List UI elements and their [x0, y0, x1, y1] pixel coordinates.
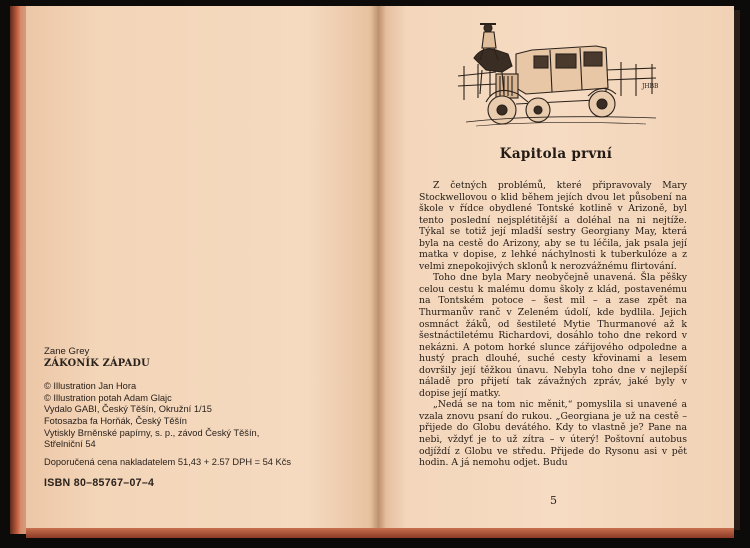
credit-line: © Illustration Jan Hora	[44, 381, 137, 392]
book-right-edge	[734, 10, 740, 530]
credit-line: Střelniční 54	[44, 439, 96, 450]
book-gutter	[370, 6, 386, 530]
illustration-signature: JHBB	[642, 83, 659, 90]
credit-line: Vytiskly Brněnské papírny, s. p., závod Český Těšín,	[44, 427, 260, 438]
chapter-illustration	[456, 14, 666, 132]
credit-line: © Illustration potah Adam Glajc	[44, 392, 172, 403]
book-bottom-edge	[26, 528, 734, 538]
credit-line: Fotosazba fa Horňák, Český Těšín	[44, 415, 187, 426]
chapter-title: Kapitola první	[499, 146, 613, 162]
page-number: 5	[550, 494, 557, 507]
author-name: Zane Grey	[44, 346, 90, 357]
paragraph: „Nedá se na tom nic měnit,“ pomyslila si unavené a vzala znovu psaní do rukou. „Georgiana je už na cestě – přijede do Globu devátého. Kdy to vlastně je? Pane na nebi, vždyť je to už zítra – v úterý! Poštovní autobus odjíždí z Globu ve středu. Přijede do Rysonu asi v pět hodin. A já nemohu odjet. Budu	[419, 399, 687, 469]
price-line: Doporučená cena nakladatelem 51,43 + 2.57 DPH = 54 Kčs	[44, 456, 292, 467]
credit-line: Vydalo GABI, Český Těšín, Okružní 1/15	[44, 404, 212, 415]
isbn: ISBN 80–85767–07–4	[44, 477, 155, 490]
book-title: ZÁKONÍK ZÁPADU	[44, 357, 150, 369]
chapter-body	[419, 180, 687, 469]
paragraph: Toho dne byla Mary neobyčejně unavená. Šla pěšky celou cestu k malému domu školy z klád, postavenému na Tontském potoce – šest mil – a zase zpět na Thurmanův ranč v Zeleném údolí, kde bydlila. Jejich osmnáct žáků, od šestileté Mytie Thurmanové až k šestnáctiletému Richardovi, dosáhlo toho dne rekord v nekázni. A potom horké slunce zářijového odpoledne a hustý prach dlouhé, suché cesty křovinami a lesem dovršily její těžkou únavu. Nebyla toho dne v nejlepší náladě pro přijetí tak závažných zpráv, jaké byly v dopise její matky.	[419, 272, 687, 399]
imprint-block	[44, 346, 344, 490]
paragraph: Z četných problémů, které připravovaly Mary Stockwellovou o klid během jejích dvou let působení na škole v řídce obydlené Tontské kotlině v Arizoně, byl tento poslední nejsplétitější a doléhal na ni nejtíže. Týkal se totiž její mladší sestry Georgiany May, která byla na cestě do Arizony, aby se tu léčila, jak psala její matka v dopise, z lehké náchylnosti k tuberkulóze a z velmi znepokojivých sklonů k nerozvážnému flirtování.	[419, 180, 687, 272]
